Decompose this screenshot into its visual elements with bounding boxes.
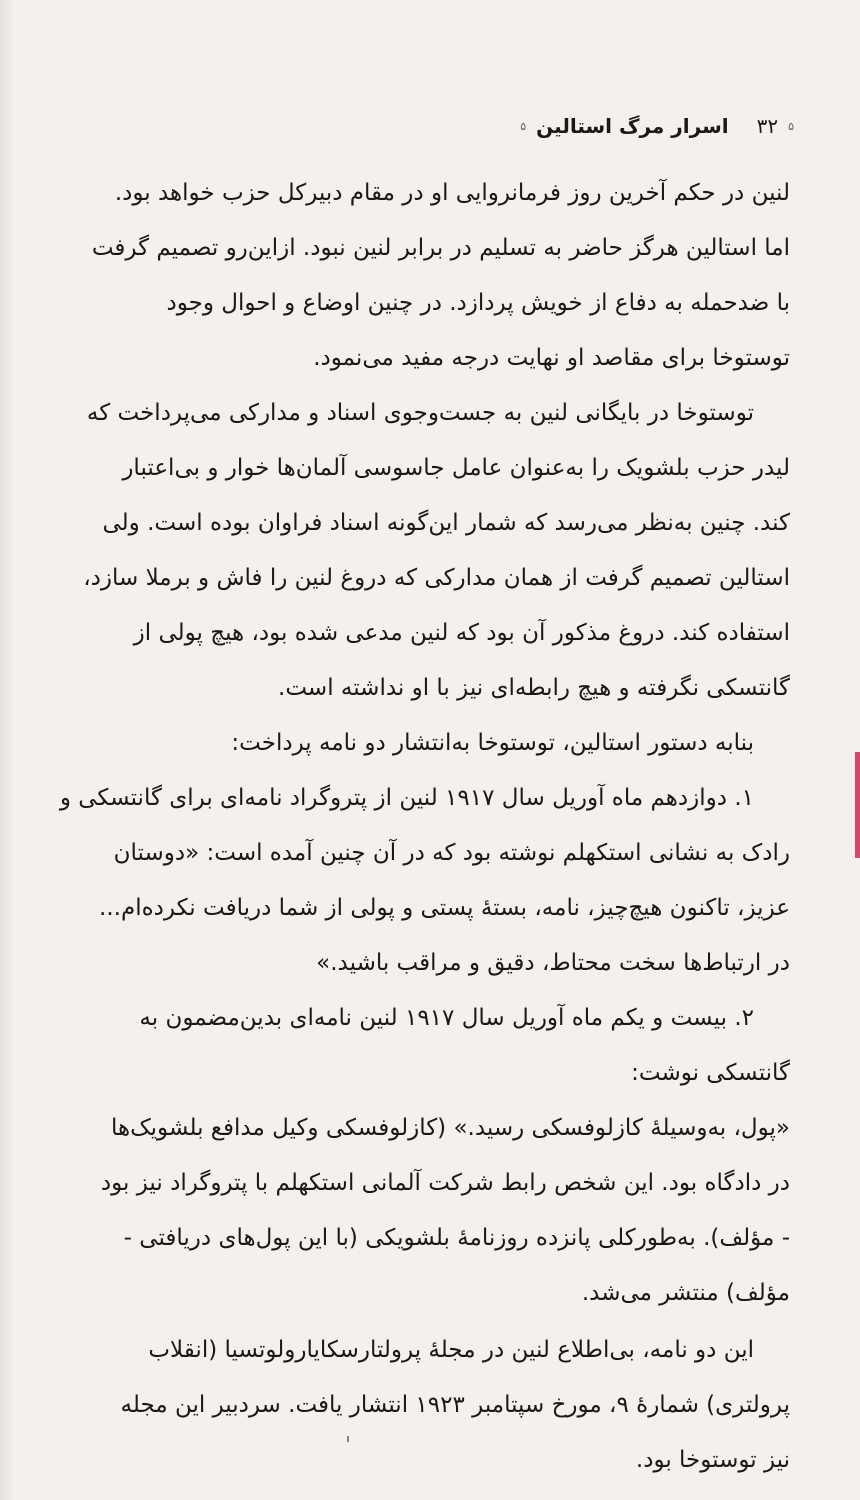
text-line: گانتسکی نوشت: bbox=[631, 1060, 790, 1086]
text-line: توستوخا در بایگانی لنین به جست‌وجوی اسناد و مدارکی می‌پرداخت که bbox=[86, 400, 754, 426]
text-line: با ضدحمله به دفاع از خویش پردازد. در چنین اوضاع و احوال وجود bbox=[166, 290, 790, 316]
text-line: - مؤلف). به‌طورکلی پانزده روزنامهٔ بلشویکی (با این پول‌های دریافتی - bbox=[123, 1225, 790, 1251]
page-edge-mark bbox=[855, 752, 860, 858]
text-line: استالین تصمیم گرفت از همان مدارکی که دروغ لنین را فاش و برملا سازد، bbox=[83, 565, 790, 591]
bottom-mark bbox=[347, 1436, 349, 1442]
text-line: لنین در حکم آخرین روز فرمانروایی او در مقام دبیرکل حزب خواهد بود. bbox=[114, 180, 790, 206]
running-head bbox=[520, 114, 794, 138]
text-line: مؤلف) منتشر می‌شد. bbox=[581, 1280, 790, 1306]
text-line: این دو نامه، بی‌اطلاع لنین در مجلهٔ پرولتارسکایارولوتسیا (انقلاب bbox=[148, 1337, 754, 1363]
page-number: ۳۲ bbox=[756, 114, 779, 138]
text-line: در دادگاه بود. این شخص رابط شرکت آلمانی استکهلم با پتروگراد نیز بود bbox=[100, 1170, 790, 1196]
text-line: اما استالین هرگز حاضر به تسلیم در برابر لنین نبود. ازاین‌رو تصمیم گرفت bbox=[91, 235, 790, 261]
text-line: بنابه دستور استالین، توستوخا به‌انتشار دو نامه پرداخت: bbox=[231, 730, 754, 756]
text-line: نیز توستوخا بود. bbox=[635, 1447, 790, 1473]
head-ornament-right: ۵ bbox=[520, 119, 527, 133]
body-text bbox=[44, 166, 790, 1488]
text-line: لیدر حزب بلشویک را به‌عنوان عامل جاسوسی آلمان‌ها خوار و بی‌اعتبار bbox=[122, 455, 790, 481]
text-line: استفاده کند. دروغ مذکور آن بود که لنین مدعی شده بود، هیچ پولی از bbox=[133, 620, 790, 646]
text-line: رادک به نشانی استکهلم نوشته بود که در آن چنین آمده است: «دوستان bbox=[113, 840, 790, 866]
quote-line: «پول، به‌وسیلهٔ کازلوفسکی رسید.» (کازلوفسکی وکیل مدافع بلشویک‌ها bbox=[110, 1115, 790, 1141]
list-item-2: ۲. بیست و یکم ماه آوریل سال ۱۹۱۷ لنین نامه‌ای بدین‌مضمون به bbox=[139, 1005, 754, 1031]
head-ornament-left: ۵ bbox=[788, 119, 794, 133]
list-item-1: ۱. دوازدهم ماه آوریل سال ۱۹۱۷ لنین از پتروگراد نامه‌ای برای گانتسکی و bbox=[59, 785, 754, 811]
text-line: عزیز، تاکنون هیچ‌چیز، نامه، بستهٔ پستی و پولی از شما دریافت نکرده‌ام... bbox=[99, 895, 790, 921]
text-line: کند. چنین به‌نظر می‌رسد که شمار این‌گونه اسناد فراوان بوده است. ولی bbox=[102, 510, 790, 536]
text-line: در ارتباط‌ها سخت محتاط، دقیق و مراقب باشید.» bbox=[316, 950, 790, 976]
text-line: گانتسکی نگرفته و هیچ رابطه‌ای نیز با او نداشته است. bbox=[278, 675, 790, 701]
text-line: توستوخا برای مقاصد او نهایت درجه مفید می‌نمود. bbox=[313, 345, 790, 371]
running-head-title: اسرار مرگ استالین bbox=[536, 114, 729, 138]
text-line: پرولتری) شمارهٔ ۹، مورخ سپتامبر ۱۹۲۳ انتشار یافت. سردبیر این مجله bbox=[120, 1392, 790, 1418]
page-edge-shadow bbox=[0, 0, 14, 1500]
